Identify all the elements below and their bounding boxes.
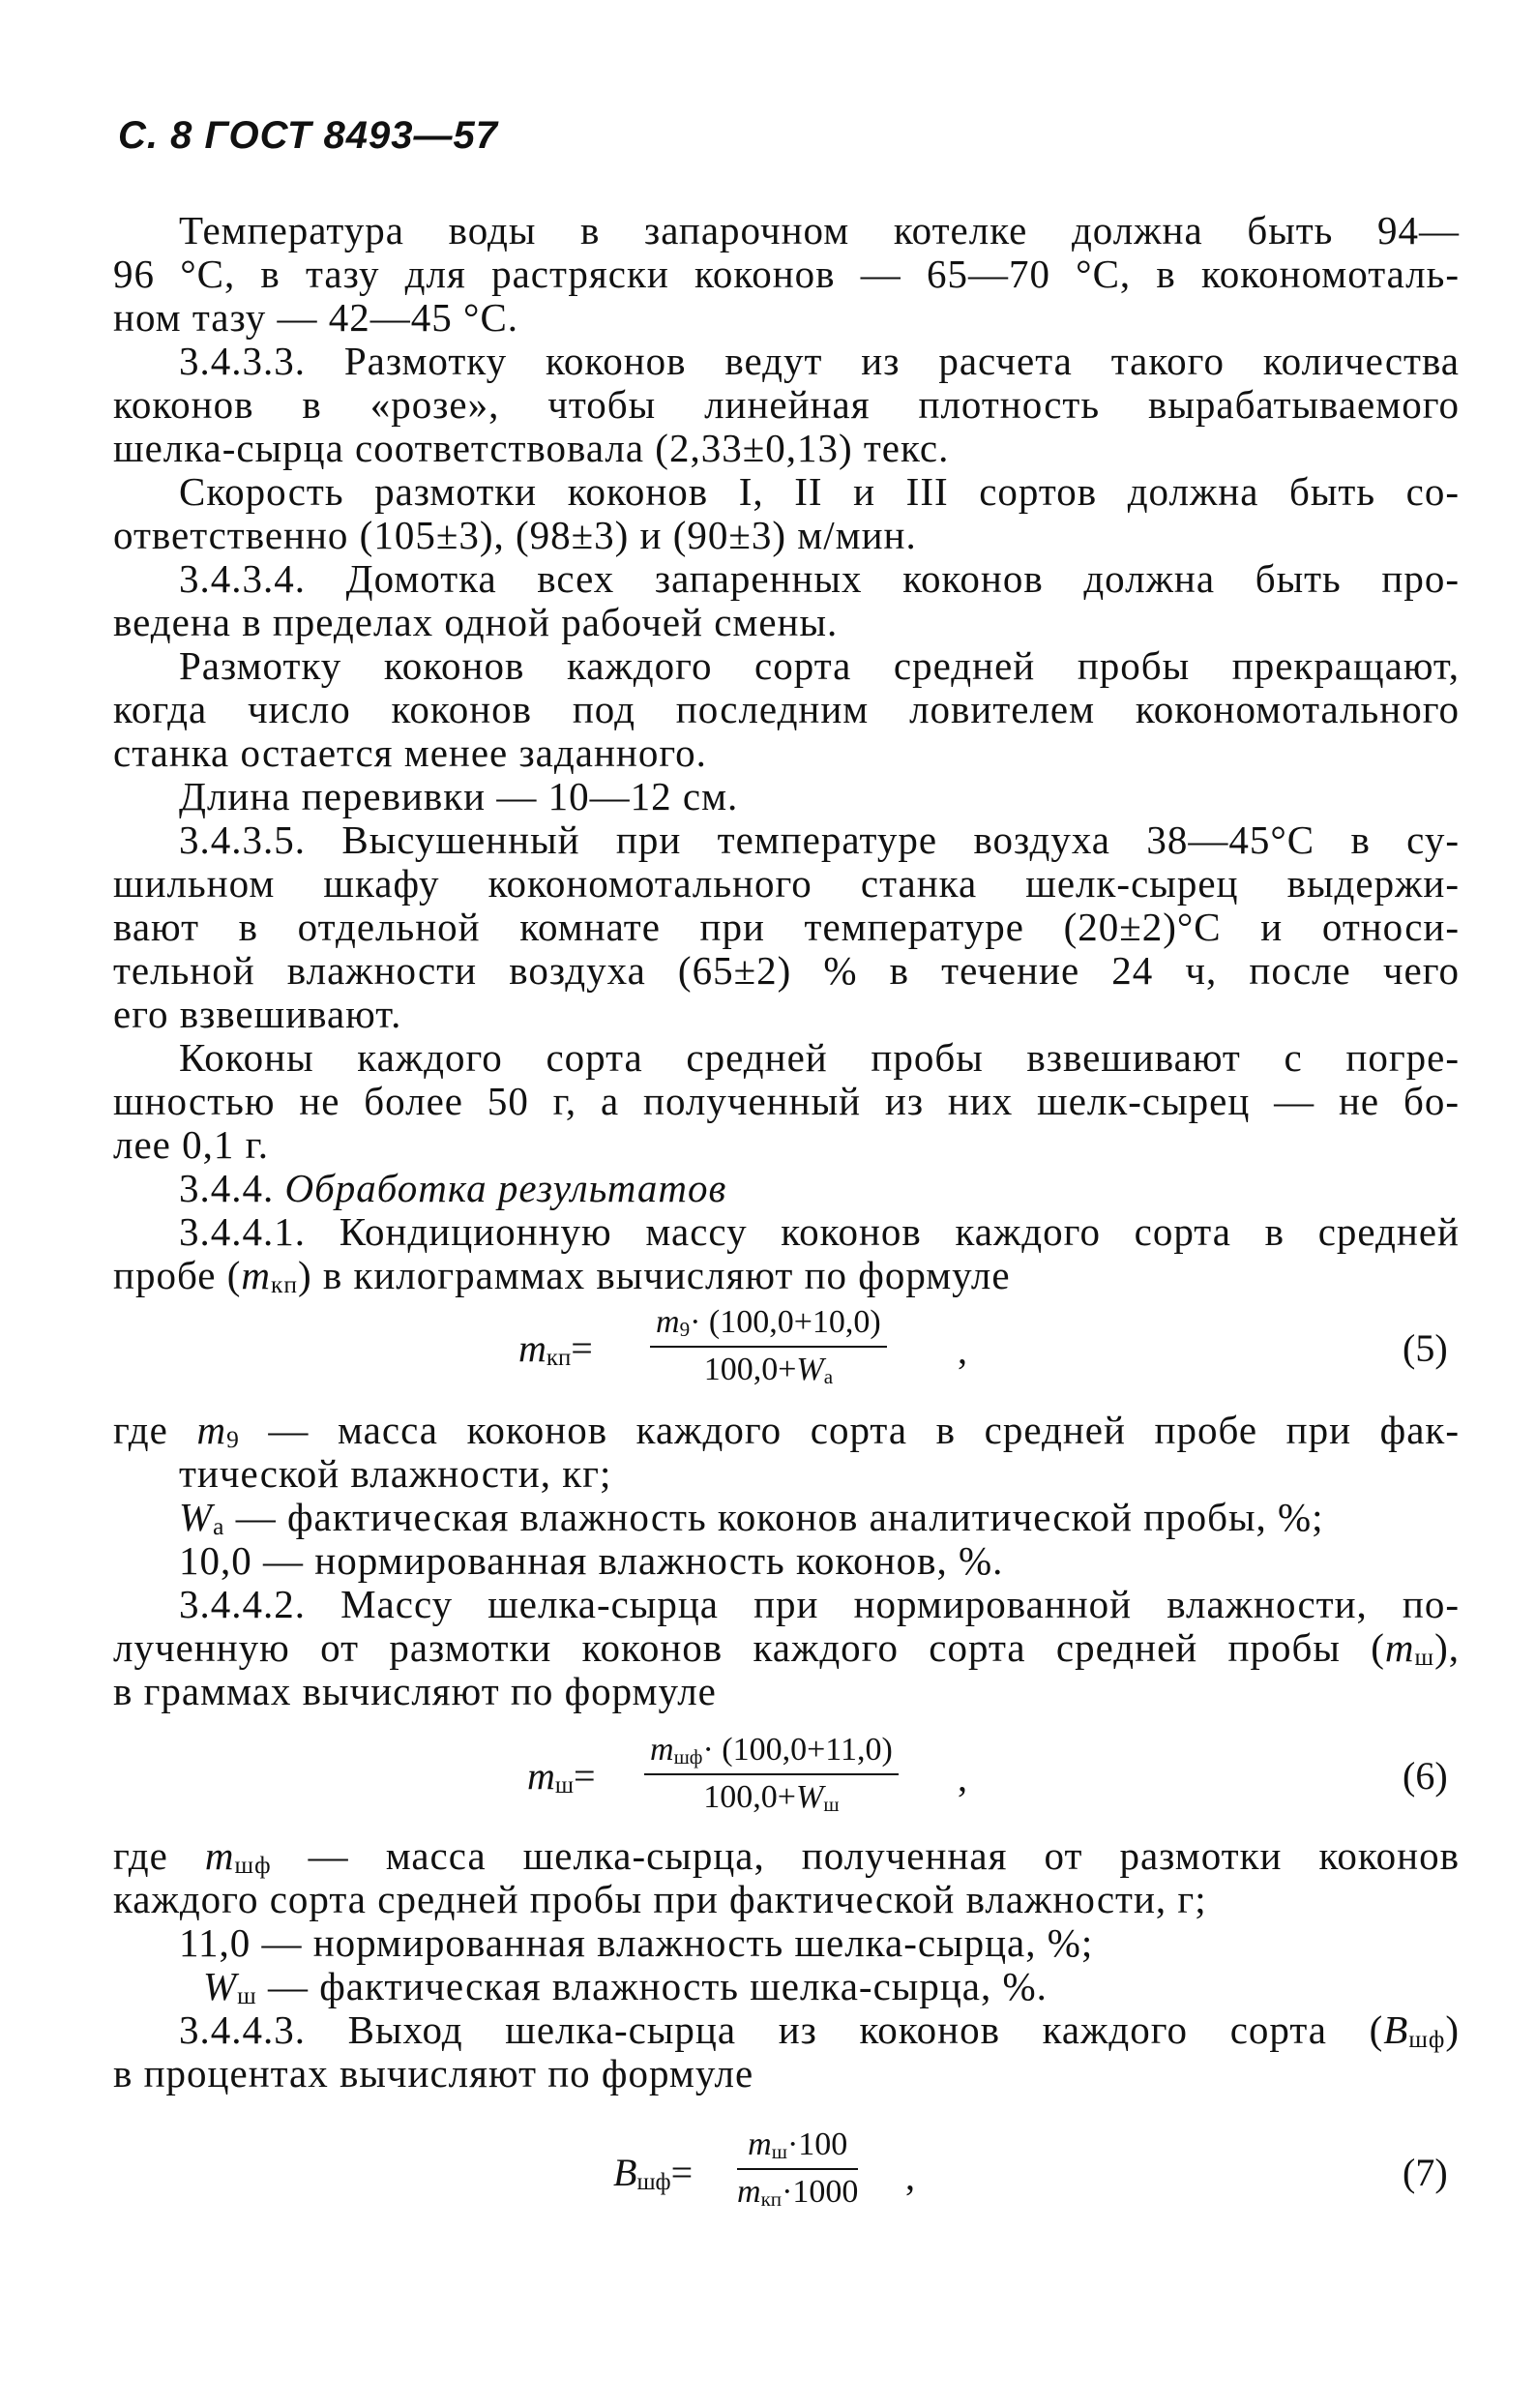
formula-6-lhs: $m_ш=$ xyxy=(527,1754,596,1799)
paragraph-line: ном тазу — 42—45 °С. xyxy=(113,295,519,340)
formula-7-fraction: $m_ш\cdot 100$ $m_{кп}\cdot 1000$ xyxy=(737,2126,859,2211)
where-line: 11,0 — нормированная влажность шелка-сырца, %; xyxy=(179,1920,1094,1965)
paragraph-line: пробе $(m_{кп})$ в килограммах вычисляют по формуле xyxy=(113,1253,1011,1298)
where-line: где $m_9$ — масса коконов каждого сорта в средней пробе при фак- xyxy=(113,1408,1460,1453)
paragraph-line: шностью не более 50 г, а полученный из них шелк-сырец — не бо- xyxy=(113,1079,1460,1123)
formula-5-number: (5) xyxy=(1403,1326,1448,1370)
where-line: $W_а$ — фактическая влажность коконов аналитической пробы, %; xyxy=(179,1495,1324,1540)
section-number: 3.4.4. xyxy=(179,1166,275,1210)
formula-5-comma: , xyxy=(958,1328,967,1372)
paragraph-line: Размотку коконов каждого сорта средней пробы прекращают, xyxy=(179,643,1460,688)
paragraph-line: лученную от размотки коконов каждого сорта средней пробы $(m_ш)$, xyxy=(113,1625,1460,1671)
where-line: 10,0 — нормированная влажность коконов, %. xyxy=(179,1538,1004,1583)
formula-7-lhs: $B_{шф}=$ xyxy=(613,2151,694,2195)
paragraph-line: его взвешивают. xyxy=(113,992,402,1036)
paragraph-line: 3.4.3.3. Размотку коконов ведут из расчета такого количества xyxy=(179,339,1460,383)
where-line: $W_ш$ — фактическая влажность шелка-сырца, %. xyxy=(203,1964,1048,2009)
paragraph-line: лее 0,1 г. xyxy=(113,1122,270,1167)
paragraph-line: 3.4.4.2. Массу шелка-сырца при нормированной влажности, по- xyxy=(179,1582,1460,1626)
paragraph-line: ответственно (105±3), (98±3) и (90±3) м/мин. xyxy=(113,513,917,557)
paragraph-line: 3.4.3.4. Домотка всех запаренных коконов должна быть про- xyxy=(179,556,1460,601)
paragraph-line: Скорость размотки коконов I, II и III сортов должна быть со- xyxy=(179,469,1460,514)
paragraph-line: 3.4.4.1. Кондиционную массу коконов каждого сорта в средней xyxy=(179,1209,1460,1254)
paragraph-line: Коконы каждого сорта средней пробы взвешивают с погре- xyxy=(179,1035,1460,1080)
paragraph-line: вают в отдельной комнате при температуре (20±2)°С и относи- xyxy=(113,905,1460,949)
formula-7-number: (7) xyxy=(1403,2151,1448,2194)
paragraph-line: шелка-сырца соответствовала (2,33±0,13) текс. xyxy=(113,426,950,470)
paragraph-line: Температура воды в запарочном котелке должна быть 94— xyxy=(179,208,1460,253)
paragraph-line: в процентах вычисляют по формуле xyxy=(113,2051,754,2096)
formula-6-number: (6) xyxy=(1403,1754,1448,1798)
paragraph-line: в граммах вычисляют по формуле xyxy=(113,1669,717,1713)
paragraph-line: ведена в пределах одной рабочей смены. xyxy=(113,600,839,644)
paragraph-line: станка остается менее заданного. xyxy=(113,730,707,775)
section-title: Обработка результатов xyxy=(284,1166,727,1210)
paragraph-line: Длина перевивки — 10—12 см. xyxy=(179,774,739,818)
paragraph-line: коконов в «розе», чтобы линейная плотность вырабатываемого xyxy=(113,382,1460,427)
formula-6-fraction: $m_{шф}\cdot (100,0+11,0)$ $100,0+W_ш$ xyxy=(644,1732,899,1817)
paragraph-line: 96 °С, в тазу для растряски коконов — 65—70 °С, в кокономоталь- xyxy=(113,252,1460,296)
where-line: тической влажности, кг; xyxy=(179,1451,612,1496)
where-line: каждого сорта средней пробы при фактической влажности, г; xyxy=(113,1877,1207,1921)
section-heading xyxy=(179,1166,726,1210)
formula-7-comma: , xyxy=(905,2155,915,2198)
formula-5-lhs: $m_{кп}=$ xyxy=(518,1326,593,1371)
paragraph-line: 3.4.3.5. Высушенный при температуре воздуха 38—45°С в су- xyxy=(179,818,1460,862)
where-line: где $m_{шф}$ — масса шелка-сырца, полученная от размотки коконов xyxy=(113,1833,1460,1879)
paragraph-line: шильном шкафу кокономотального станка шелк-сырец выдержи- xyxy=(113,861,1460,906)
page-header: С. 8 ГОСТ 8493—57 xyxy=(118,114,498,157)
formula-6-comma: , xyxy=(958,1756,967,1799)
paragraph-line: когда число коконов под последним ловителем кокономотального xyxy=(113,687,1460,731)
formula-5-fraction: $m_9\cdot (100,0+10,0)$ $100,0+W_а$ xyxy=(650,1304,887,1389)
paragraph-line: тельной влажности воздуха (65±2) % в течение 24 ч, после чего xyxy=(113,948,1460,993)
paragraph-line: 3.4.4.3. Выход шелка-сырца из коконов каждого сорта $(B_{шф})$ xyxy=(179,2007,1460,2053)
